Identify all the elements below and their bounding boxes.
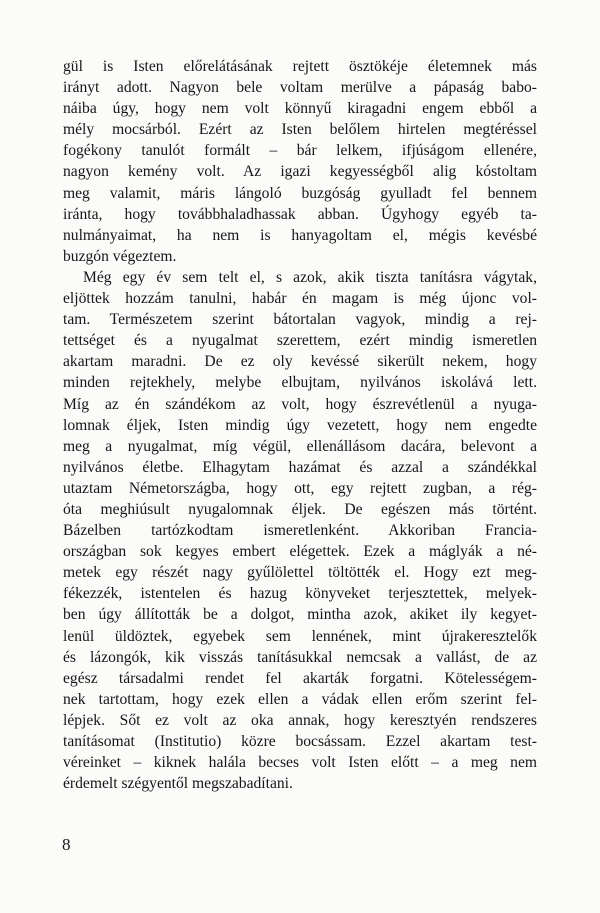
text-line: érdemelt szégyentől megszabadítani.	[63, 775, 293, 793]
text-line: nyilvános életbe. Elhagytam hazámat és azzal a szándékkal	[63, 458, 537, 476]
paragraph	[63, 56, 537, 267]
text-line: egész társadalmi rendet fel akarták forgatni. Kötelességem-	[63, 669, 537, 687]
text-line: lépjek. Sőt ez volt az oka annak, hogy keresztyén rendszeres	[63, 711, 537, 729]
text-line: fogékony tanulót formált – bár lelkem, ifjúságom ellenére,	[63, 142, 537, 160]
text-line: mély mocsárból. Ezért az Isten belőlem hirtelen megtéréssel	[63, 121, 537, 139]
text-line: Bázelben tartózkodtam ismeretlenként. Akkoriban Francia-	[63, 522, 537, 540]
text-line: Míg az én szándékom az volt, hogy észrevétlenül a nyuga-	[63, 395, 537, 413]
text-line: buzgón végeztem.	[63, 247, 177, 265]
text-line: meg valamit, máris lángoló buzgóság gyulladt fel bennem	[63, 184, 537, 202]
text-line: és lázongók, kik visszás tanításukkal nemcsak a vallást, de az	[63, 648, 537, 666]
text-line: akartam maradni. De ez oly kevéssé sikerült nekem, hogy	[63, 353, 537, 371]
page-number: 8	[62, 835, 71, 854]
text-line: tettséget és a nyugalmat szerettem, ezért mindig ismeretlen	[63, 332, 537, 350]
paragraph	[63, 267, 537, 794]
text-line: nek tartottam, hogy ezek ellen a vádak ellen erőm szerint fel-	[63, 690, 537, 708]
text-line: fékezzék, istentelen és hazug könyveket terjesztettek, melyek-	[63, 585, 537, 603]
text-line: nulmányaimat, ha nem is hanyagoltam el, mégis kevésbé	[63, 226, 537, 244]
text-line: utaztam Németországba, hogy ott, egy rejtett zugban, a rég-	[63, 479, 537, 497]
text-line: eljöttek hozzám tanulni, habár én magam is még újonc vol-	[63, 290, 537, 308]
text-line: országban sok kegyes embert elégettek. Ezek a máglyák a né-	[63, 543, 537, 561]
text-line: lenül üldöztek, egyebek sem lennének, mint újrakeresztelők	[63, 627, 537, 645]
text-line: nagyon kemény volt. Az igazi kegyességből alig kóstoltam	[63, 163, 537, 181]
text-line: óta meghiúsult nyugalomnak éljek. De egészen más történt.	[63, 500, 537, 518]
text-line: metek egy részét nagy gyűlölettel töltötték el. Hogy ezt meg-	[63, 564, 537, 582]
text-line: náiba úgy, hogy nem volt könnyű kiragadni engem ebből a	[63, 100, 537, 118]
body-text	[63, 56, 537, 794]
text-line: irányt adott. Nagyon bele voltam merülve a pápaság babo-	[63, 79, 537, 97]
text-line: minden rejtekhely, melybe elbujtam, nyilvános iskolává lett.	[63, 374, 537, 392]
text-line: ben úgy állították be a dolgot, mintha azok, akiket ily kegyet-	[63, 606, 537, 624]
text-line: tam. Természetem szerint bátortalan vagyok, mindig a rej-	[63, 311, 537, 329]
text-line: iránta, hogy továbbhaladhassak abban. Úgyhogy egyéb ta-	[63, 205, 537, 223]
text-line: meg a nyugalmat, míg végül, ellenállásom dacára, belevont a	[63, 437, 537, 455]
text-line: tanításomat (Institutio) közre bocsássam. Ezzel akartam test-	[63, 733, 537, 750]
text-line: Még egy év sem telt el, s azok, akik tiszta tanításra vágytak,	[83, 268, 537, 286]
text-line: gül is Isten előrelátásának rejtett ösztökéje életemnek más	[63, 58, 537, 75]
text-line: lomnak éljek, Isten mindig úgy vezetett, hogy nem engedte	[63, 416, 537, 434]
text-line: véreinket – kiknek halála becses volt Isten előtt – a meg nem	[63, 754, 537, 772]
